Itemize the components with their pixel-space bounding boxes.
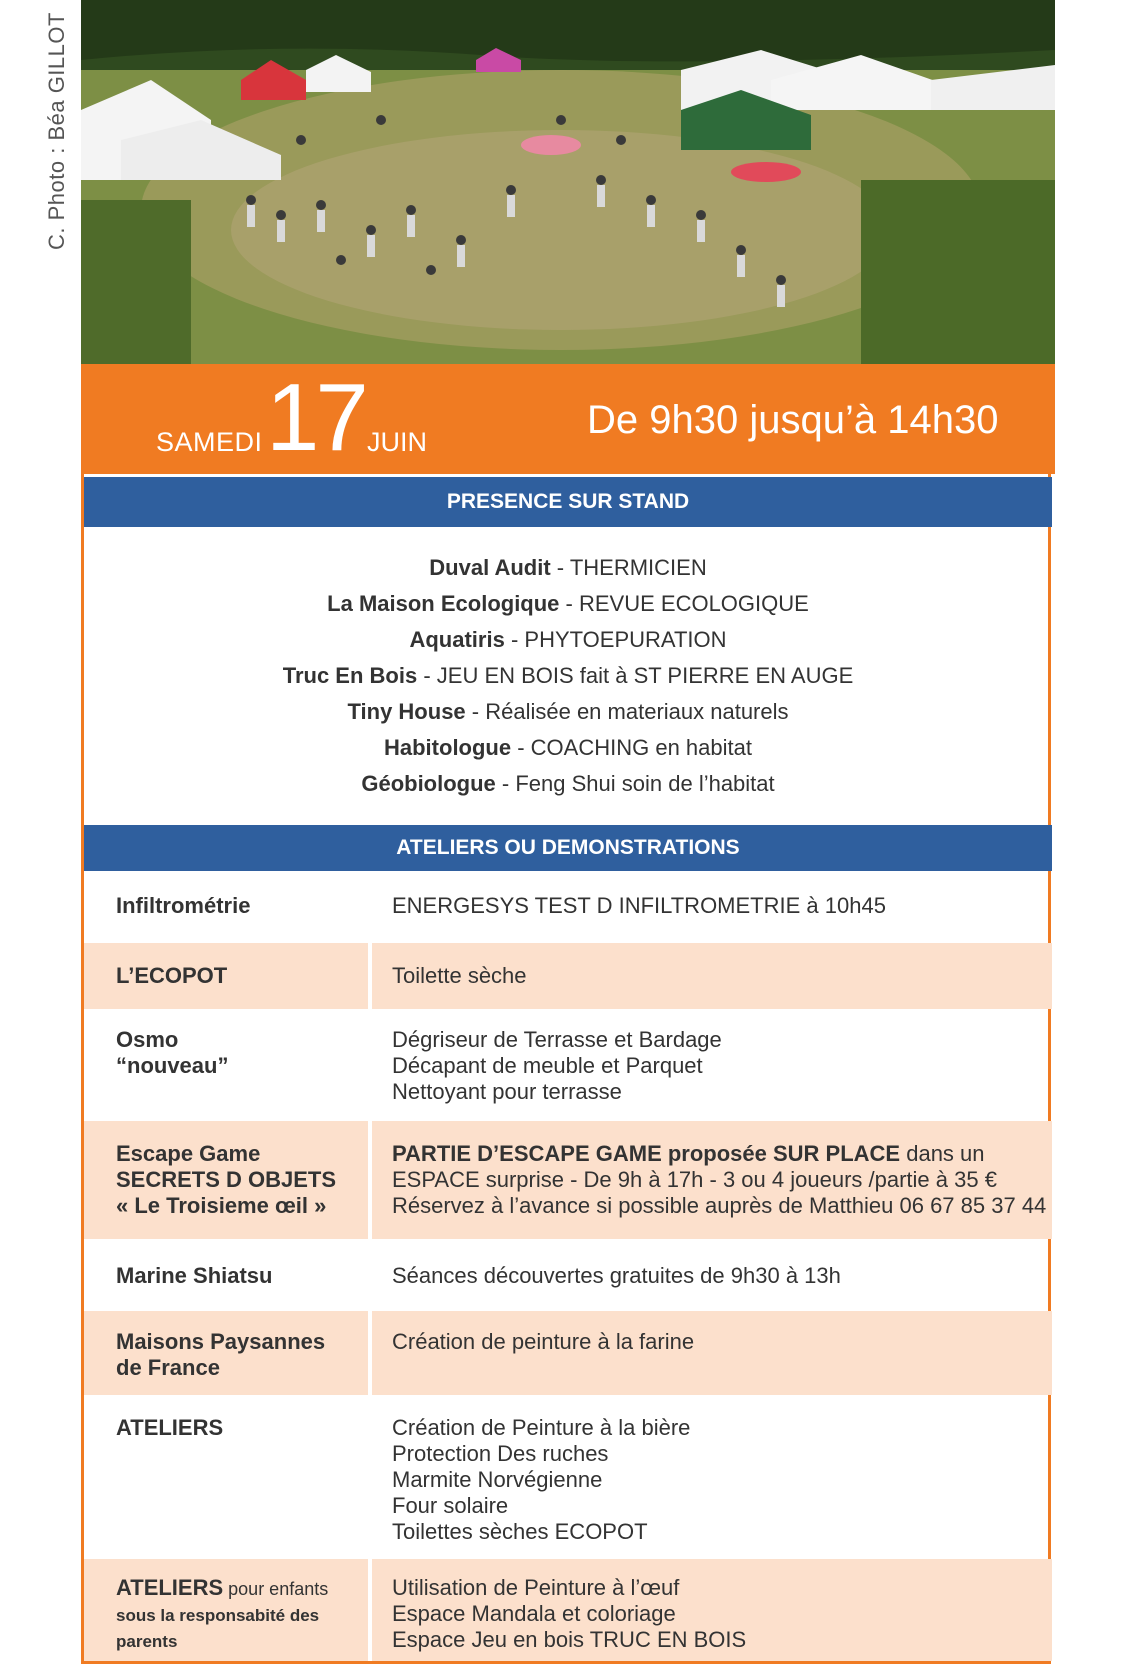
market-photo [81, 0, 1055, 364]
row-text: Toilettes sèches ECOPOT [392, 1519, 648, 1544]
stand-item: Géobiologue - Feng Shui soin de l’habitat [361, 771, 775, 796]
table-row [84, 1397, 1052, 1557]
stand-item: Duval Audit - THERMICIEN [429, 555, 707, 580]
opening-hours: De 9h30 jusqu’à 14h30 [587, 398, 999, 442]
row-text: Dégriseur de Terrasse et Bardage [392, 1027, 722, 1052]
row-label: Infiltrométrie [116, 893, 251, 918]
photo-credit: C. Photo : Béa GILLOT [44, 12, 69, 250]
row-text: PARTIE D’ESCAPE GAME proposée SUR PLACE dans un [392, 1141, 985, 1166]
stand-item: Tiny House - Réalisée en materiaux naturels [347, 699, 789, 724]
row-label: L’ECOPOT [116, 963, 228, 988]
stand-section-title: PRESENCE SUR STAND [84, 477, 1052, 527]
table-row [84, 943, 1052, 1009]
stand-item: La Maison Ecologique - REVUE ECOLOGIQUE [327, 591, 809, 616]
row-text: Décapant de meuble et Parquet [392, 1053, 703, 1078]
stand-item: Aquatiris - PHYTOEPURATION [409, 627, 727, 652]
row-text: Toilette sèche [392, 963, 527, 988]
date-banner [81, 364, 1055, 474]
row-text: ESPACE surprise - De 9h à 17h - 3 ou 4 joueurs /partie à 35 € [392, 1167, 997, 1192]
table-row [84, 1311, 1052, 1395]
row-label: Marine Shiatsu [116, 1263, 273, 1288]
row-text: Espace Mandala et coloriage [392, 1601, 676, 1626]
row-label: ATELIERS pour enfants [116, 1575, 329, 1600]
workshops-section-title: ATELIERS OU DEMONSTRATIONS [84, 825, 1052, 871]
day-number: 17 [266, 364, 365, 471]
table-row [84, 1121, 1052, 1239]
row-text: Création de Peinture à la bière [392, 1415, 691, 1440]
table-row [84, 1241, 1052, 1309]
row-label: sous la responsabité des parents [116, 1606, 320, 1651]
row-label: ATELIERS [116, 1415, 224, 1440]
row-text: Espace Jeu en bois TRUC EN BOIS [392, 1627, 747, 1652]
row-text: Réservez à l’avance si possible auprès de Matthieu 06 67 85 37 44 [392, 1193, 1047, 1218]
row-label: Maisons Paysannes [116, 1329, 326, 1354]
weekday: SAMEDI [156, 427, 263, 457]
row-label: SECRETS D OBJETS [116, 1167, 337, 1192]
row-text: Création de peinture à la farine [392, 1329, 695, 1354]
row-text: Nettoyant pour terrasse [392, 1079, 622, 1104]
row-label: “nouveau” [116, 1053, 229, 1078]
table-row [84, 1559, 1052, 1661]
row-label: Escape Game [116, 1141, 261, 1166]
stand-item: Habitologue - COACHING en habitat [384, 735, 752, 760]
row-label: de France [116, 1355, 220, 1380]
row-text: Protection Des ruches [392, 1441, 609, 1466]
row-text: ENERGESYS TEST D INFILTROMETRIE à 10h45 [392, 893, 886, 918]
table-row [84, 873, 1052, 941]
row-text: Four solaire [392, 1493, 509, 1518]
row-text: Séances découvertes gratuites de 9h30 à 13h [392, 1263, 841, 1288]
month: JUIN [367, 427, 427, 457]
stand-list [84, 550, 1052, 802]
row-label: « Le Troisieme œil » [116, 1193, 327, 1218]
row-text: Utilisation de Peinture à l’œuf [392, 1575, 680, 1600]
row-text: Marmite Norvégienne [392, 1467, 603, 1492]
table-row [84, 1011, 1052, 1119]
row-label: Osmo [116, 1027, 179, 1052]
stand-item: Truc En Bois - JEU EN BOIS fait à ST PIERRE EN AUGE [282, 663, 854, 688]
